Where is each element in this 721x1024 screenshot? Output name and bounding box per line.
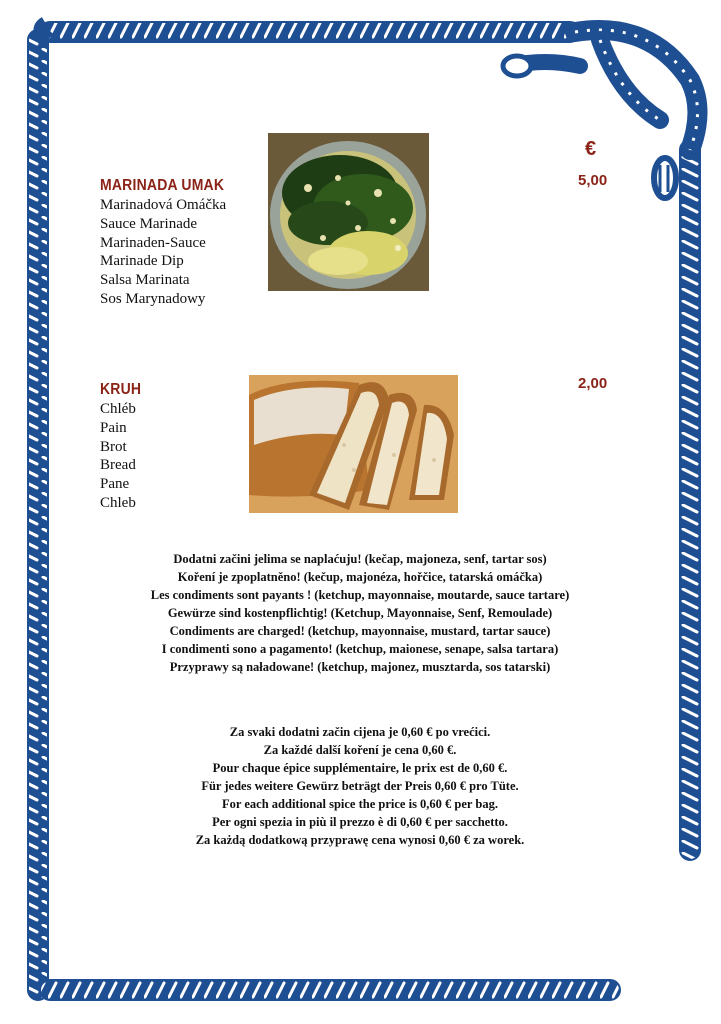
translation-line: Marinaden-Sauce: [100, 234, 206, 251]
notice-line: Für jedes weitere Gewürz beträgt der Preis 0,60 € pro Tüte.: [201, 779, 519, 793]
translation-line: Bread: [100, 457, 136, 474]
item-price: 2,00: [578, 375, 608, 392]
translation-line: Pane: [100, 476, 130, 493]
notice-line: Za svaki dodatni začin cijena je 0,60 € po vrećici.: [229, 725, 491, 739]
notice-line: Condiments are charged! (ketchup, mayonnaise, mustard, tartar sauce): [169, 624, 551, 638]
spice-price-notice: [60, 723, 660, 849]
item-price: 5,00: [578, 172, 608, 189]
currency-symbol: €: [585, 138, 597, 160]
item-title: KRUH: [100, 379, 142, 398]
herb-marinade-photo-icon: [268, 133, 429, 291]
translation-line: Chleb: [100, 494, 136, 511]
item-title: MARINADA UMAK: [100, 175, 225, 194]
notice-line: I condimenti sono a pagamento! (ketchup, maionese, senape, salsa tartara): [161, 642, 559, 656]
notice-line: Koření je zpoplatněno! (kečup, majonéza, hořčice, tatarská omáčka): [177, 570, 543, 584]
item-translations: [100, 400, 136, 513]
notice-line: Przyprawy są naładowane! (ketchup, majonez, musztarda, sos tatarski): [169, 660, 551, 674]
notice-line: Za każdą dodatkową przyprawę cena wynosi 0,60 € za worek.: [195, 833, 525, 847]
notice-line: Za každé další koření je cena 0,60 €.: [263, 743, 457, 757]
item-translations: [100, 196, 226, 309]
translation-line: Sos Marynadowy: [100, 290, 206, 307]
notice-line: For each additional spice the price is 0,60 € per bag.: [222, 797, 498, 811]
translation-line: Pain: [100, 419, 127, 436]
condiments-notice: [60, 550, 660, 676]
translation-line: Marinade Dip: [100, 253, 184, 270]
notice-line: Gewürze sind kostenpflichtig! (Ketchup, Mayonnaise, Senf, Remoulade): [167, 606, 553, 620]
translation-line: Salsa Marinata: [100, 272, 190, 289]
translation-line: Sauce Marinade: [100, 215, 198, 232]
notice-line: Dodatni začini jelima se naplaćuju! (kečap, majoneza, senf, tartar sos): [173, 552, 547, 566]
sliced-bread-photo-icon: [249, 375, 458, 513]
notice-line: Per ogni spezia in più il prezzo è di 0,60 € per sacchetto.: [212, 815, 508, 829]
notice-line: Les condiments sont payants ! (ketchup, mayonnaise, moutarde, sauce tartare): [150, 588, 570, 602]
translation-line: Marinadová Omáčka: [100, 197, 227, 213]
translation-line: Brot: [100, 438, 127, 455]
translation-line: Chléb: [100, 401, 136, 417]
notice-line: Pour chaque épice supplémentaire, le prix est de 0,60 €.: [212, 761, 508, 775]
